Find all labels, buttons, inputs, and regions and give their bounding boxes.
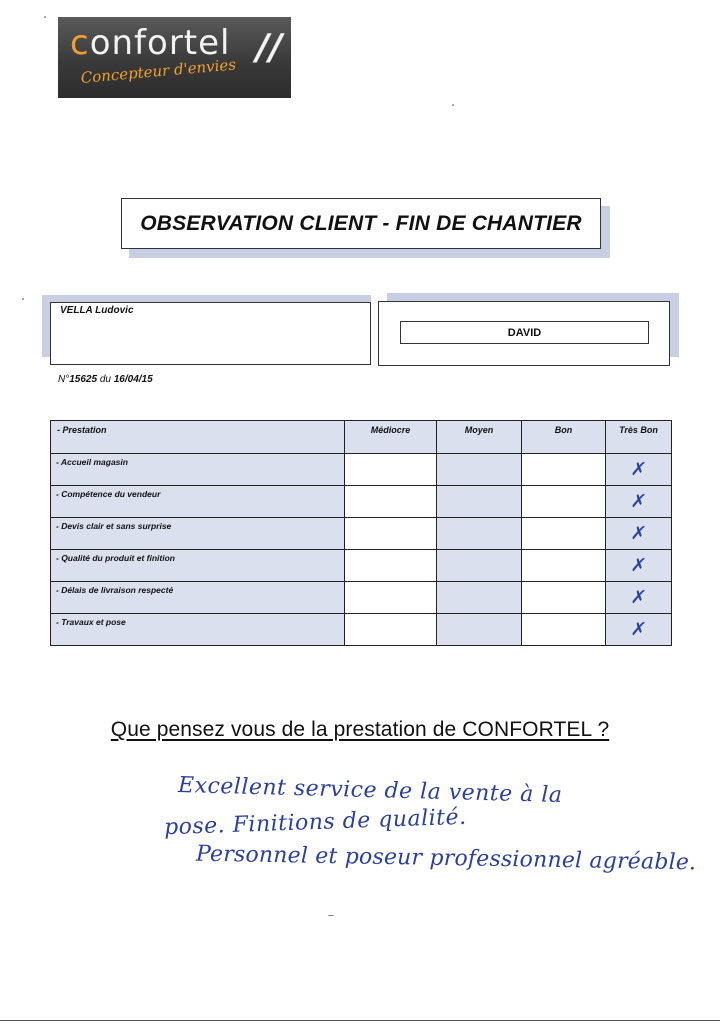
answer-line-2: pose. Finitions de qualité.: [163, 804, 467, 841]
table-row: [51, 518, 672, 550]
table-row: [51, 486, 672, 518]
order-date: 16/04/15: [113, 374, 153, 385]
form-title-box: [121, 198, 601, 249]
rating-cell: [345, 582, 437, 614]
answer-line-3: Personnel et poseur professionnel agréable.: [195, 841, 697, 876]
rating-cell: [522, 582, 606, 614]
rating-cell: [437, 550, 522, 582]
table-row: [51, 582, 672, 614]
order-prefix: N°: [58, 374, 70, 385]
logo-tagline: Concepteur d'envies: [80, 55, 237, 87]
check-mark: ✗: [629, 522, 648, 544]
header-mediocre: Médiocre: [345, 421, 437, 454]
ratings-header-row: [51, 421, 672, 454]
rating-cell: [522, 550, 606, 582]
ratings-table: [50, 420, 672, 646]
header-moyen: Moyen: [437, 421, 522, 454]
rating-cell: [345, 518, 437, 550]
rating-cell: [606, 486, 672, 518]
rating-cell: [606, 614, 672, 646]
header-prestation: - Prestation: [51, 421, 345, 454]
rating-cell: [437, 582, 522, 614]
rating-cell: [522, 454, 606, 486]
client-name: VELLA Ludovic: [60, 305, 134, 316]
rating-cell: [522, 614, 606, 646]
row-label: - Compétence du vendeur: [51, 486, 345, 518]
rating-cell: [345, 614, 437, 646]
table-row: [51, 454, 672, 486]
scan-speck: [44, 16, 46, 18]
header-bon: Bon: [522, 421, 606, 454]
scan-speck: [22, 298, 24, 300]
check-mark: ✗: [629, 554, 648, 576]
header-tres-bon: Très Bon: [606, 421, 672, 454]
order-date-prefix: du: [99, 374, 111, 385]
rating-cell: [522, 486, 606, 518]
rating-cell: [345, 454, 437, 486]
order-reference: [58, 374, 153, 385]
confortel-logo: [58, 17, 291, 98]
logo-wordmark: confortel: [70, 23, 231, 63]
rating-cell: [606, 550, 672, 582]
logo-slash-mark: //: [256, 27, 283, 68]
table-row: [51, 614, 672, 646]
scan-speck: [452, 104, 454, 106]
check-mark: ✗: [629, 586, 648, 608]
rating-cell: [345, 486, 437, 518]
rating-cell: [437, 486, 522, 518]
rating-cell: [606, 582, 672, 614]
question-heading: Que pensez vous de la prestation de CONFORTEL ?: [110, 718, 610, 741]
rating-cell: [437, 454, 522, 486]
row-label: - Qualité du produit et finition: [51, 550, 345, 582]
check-mark: ✗: [629, 618, 648, 640]
rating-cell: [437, 518, 522, 550]
row-label: - Travaux et pose: [51, 614, 345, 646]
check-mark: ✗: [629, 458, 648, 480]
rating-cell: [606, 518, 672, 550]
answer-line-1: Excellent service de la vente à la: [177, 772, 563, 809]
row-label: - Accueil magasin: [51, 454, 345, 486]
check-mark: ✗: [629, 490, 648, 512]
form-title: OBSERVATION CLIENT - FIN DE CHANTIER: [140, 211, 582, 235]
rating-cell: [522, 518, 606, 550]
rating-cell: [345, 550, 437, 582]
row-label: - Délais de livraison respecté: [51, 582, 345, 614]
rating-cell: [606, 454, 672, 486]
order-number: 15625: [69, 374, 98, 385]
row-label: - Devis clair et sans surprise: [51, 518, 345, 550]
seller-name: DAVID: [400, 321, 649, 344]
table-row: [51, 550, 672, 582]
scan-speck: [328, 915, 334, 916]
page-bottom-edge: [0, 1020, 720, 1021]
rating-cell: [437, 614, 522, 646]
